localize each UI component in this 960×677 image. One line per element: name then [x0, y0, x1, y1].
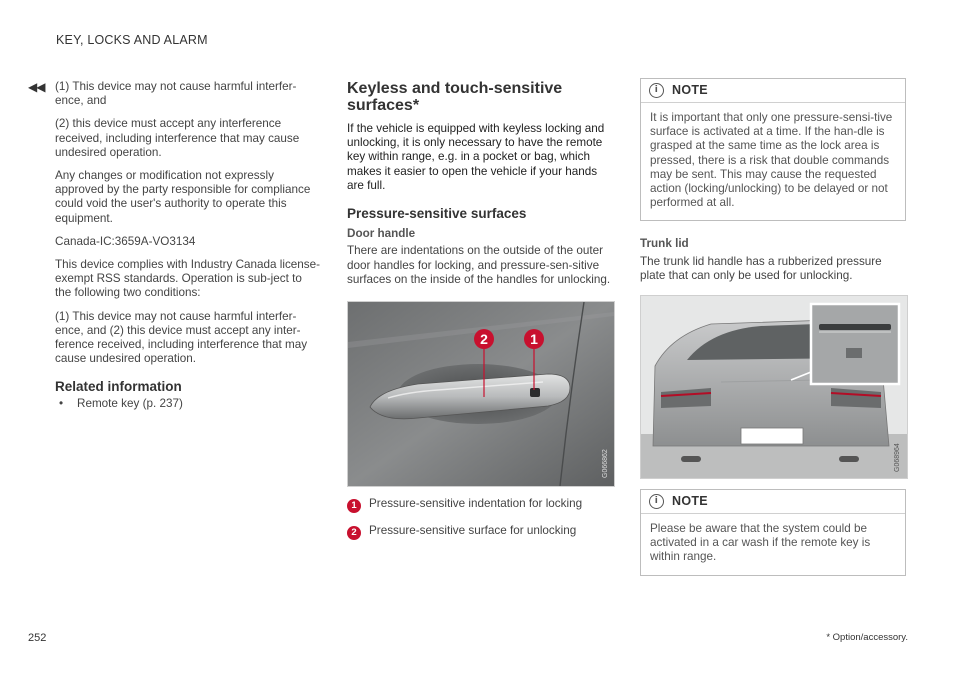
note-box — [640, 489, 906, 576]
paragraph: Canada-IC:3659A-VO3134 — [55, 234, 196, 248]
page-number: 252 — [28, 632, 47, 644]
callout-text: Pressure-sensitive surface for unlocking — [369, 524, 577, 538]
paragraph: This device complies with Industry Canada license-exempt RSS standards. Operation is sub-ject to the following two conditions: — [55, 258, 321, 300]
note-title: NOTE — [672, 83, 708, 98]
door-handle-figure — [347, 301, 615, 487]
subsection-heading: Pressure-sensitive surfaces — [347, 206, 527, 222]
paragraph: (1) This device may not cause harmful interfer-ence, and — [55, 80, 297, 108]
trunk-lid-illustration — [641, 296, 907, 478]
paragraph: (1) This device may not cause harmful interfer-ence, and (2) this device must accept any inter-ference received, including interference that may cause undesired operation. — [55, 309, 308, 366]
paragraph: Any changes or modification not expressly approved by the party responsible for compliance could void the user's authority to operate this equipment. — [55, 169, 311, 225]
callout-item — [347, 524, 613, 540]
footnote: * Option/accessory. — [826, 632, 908, 643]
figure-label: 2 — [480, 331, 488, 348]
note-box — [640, 78, 906, 221]
intro-paragraph: If the vehicle is equipped with keyless locking and unlocking, it is only necessary to have the remote key within range, e.g. in a pocket or bag, which makes it easier to open the vehicle if your hands are full. — [347, 122, 605, 192]
callout-number: 2 — [347, 526, 361, 540]
note-text: It is important that only one pressure-sensi-tive surface is activated at a time. If the han-dle is grasped at the same time as the lock area is pressed, there is a risk that double commands may be sent. This may cause the requested action (locking/unlocking) to be delayed or not performed at all. — [650, 111, 893, 210]
info-icon: i — [649, 494, 664, 509]
door-handle-text: There are indentations on the outside of the outer door handles for locking, and pressure-sen-sitive surfaces on the inside of the handles for unlocking. — [347, 244, 611, 286]
paragraph: (2) this device must accept any interference received, including interference that may cause undesired operation. — [55, 117, 300, 159]
callout-list — [347, 497, 613, 540]
trunk-lid-heading: Trunk lid — [640, 237, 689, 251]
callout-item — [347, 497, 613, 513]
note-title: NOTE — [672, 494, 708, 509]
zoom-inset — [811, 304, 899, 384]
column-1 — [55, 80, 321, 411]
figure-code: G068964 — [894, 443, 901, 473]
related-list — [55, 397, 321, 411]
info-icon: i — [649, 83, 664, 98]
callout-text: Pressure-sensitive indentation for locking — [369, 497, 583, 511]
door-handle-illustration — [348, 302, 614, 486]
related-link-remote-key[interactable]: • Remote key (p. 237) — [55, 397, 321, 411]
section-heading: Keyless and touch-sensitive surfaces* — [347, 80, 563, 114]
running-header: KEY, LOCKS AND ALARM — [56, 33, 208, 47]
trunk-lid-figure — [640, 295, 908, 479]
figure-label: 1 — [530, 331, 538, 348]
trunk-lid-text: The trunk lid handle has a rubberized pressure plate that can only be used for unlocking. — [640, 254, 882, 282]
note-text: Please be aware that the system could be activated in a car wash if the remote key is within range. — [650, 522, 871, 564]
related-information-heading: Related information — [55, 379, 182, 395]
column-3 — [640, 78, 906, 590]
figure-code: G066862 — [602, 449, 609, 479]
door-handle-heading: Door handle — [347, 227, 416, 241]
column-2 — [347, 80, 613, 551]
callout-number: 1 — [347, 499, 361, 513]
continued-marker: ◀◀ — [28, 80, 45, 94]
